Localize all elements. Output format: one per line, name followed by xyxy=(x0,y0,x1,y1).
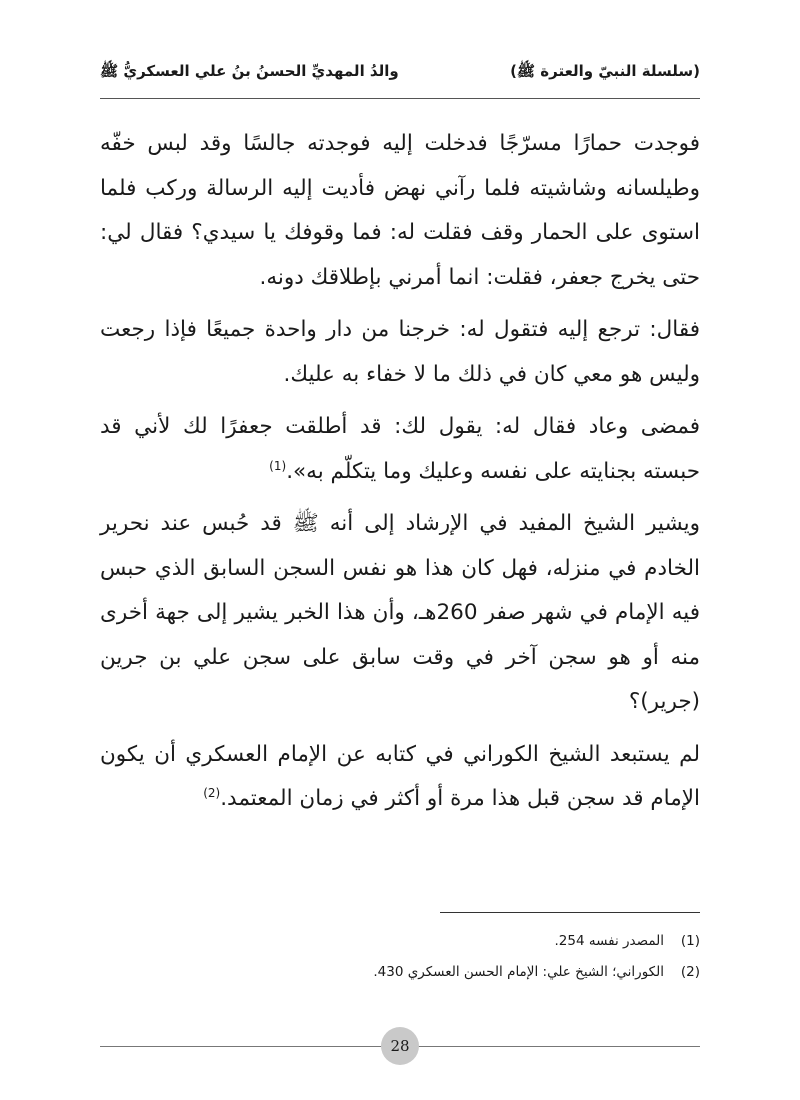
paragraph-2-text: فقال: ترجع إليه فتقول له: خرجنا من دار واحدة جميعًا فإذا رجعت وليس هو معي كان في ذلك ما لا خفاء به عليك. xyxy=(100,317,700,387)
footnote-1-text: المصدر نفسه 254. xyxy=(554,933,664,949)
paragraph-2 xyxy=(100,308,700,397)
paragraph-3 xyxy=(100,405,700,494)
book-title: والدُ المهديِّ الحسنُ بنُ علي العسكريُّ ﷺ xyxy=(100,62,399,80)
footnote-2-number: (2) xyxy=(680,964,700,980)
series-title: (سلسلة النبيّ والعترة ﷺ) xyxy=(510,62,700,80)
paragraph-5 xyxy=(100,733,700,822)
paragraph-3-text: فمضى وعاد فقال له: يقول لك: قد أطلقت جعفرًا لك لأني قد حبسته بجنايته على نفسه وعليك وما يتكلّم به». xyxy=(100,414,700,484)
paragraph-1-text: فوجدت حمارًا مسرّجًا فدخلت إليه فوجدته جالسًا وقد لبس خفّه وطيلسانه وشاشيته فلما رآني نهض فأديت إليه الرسالة وركب فلما استوى على الحمار وقف فقلت له: فما وقوفك يا سيدي؟ فقال لي: حتى يخرج جعفر، فقلت: انما أمرني بإطلاقك دونه. xyxy=(100,131,700,290)
paragraph-1 xyxy=(100,122,700,300)
paragraph-4 xyxy=(100,502,700,725)
footnote-divider xyxy=(440,912,700,913)
footnotes xyxy=(100,926,700,988)
footnote-ref-2[interactable]: (2) xyxy=(203,785,221,800)
paragraph-4-text: ويشير الشيخ المفيد في الإرشاد إلى أنه ﷺ قد حُبس عند نحرير الخادم في منزله، فهل كان هذا هو نفس السجن السابق الذي حبس فيه الإمام في شهر صفر 260هـ، وأن هذا الخبر يشير إلى جهة أخرى منه أو هو سجن آخر في وقت سابق على سجن علي بن جرين (جرير)؟ xyxy=(100,511,700,714)
footnote-ref-1[interactable]: (1) xyxy=(269,458,287,473)
body-text xyxy=(100,122,700,830)
page-footer xyxy=(100,1027,700,1063)
footnote-1 xyxy=(100,926,700,957)
paragraph-5-text: لم يستبعد الشيخ الكوراني في كتابه عن الإمام العسكري أن يكون الإمام قد سجن قبل هذا مرة أو أكثر في زمان المعتمد. xyxy=(100,741,700,811)
page-number: 28 xyxy=(381,1027,419,1065)
footnote-2 xyxy=(100,957,700,988)
footnote-2-text: الكوراني؛ الشيخ علي: الإمام الحسن العسكري 430. xyxy=(373,964,664,980)
footnote-1-number: (1) xyxy=(680,933,700,949)
running-header xyxy=(100,58,700,99)
